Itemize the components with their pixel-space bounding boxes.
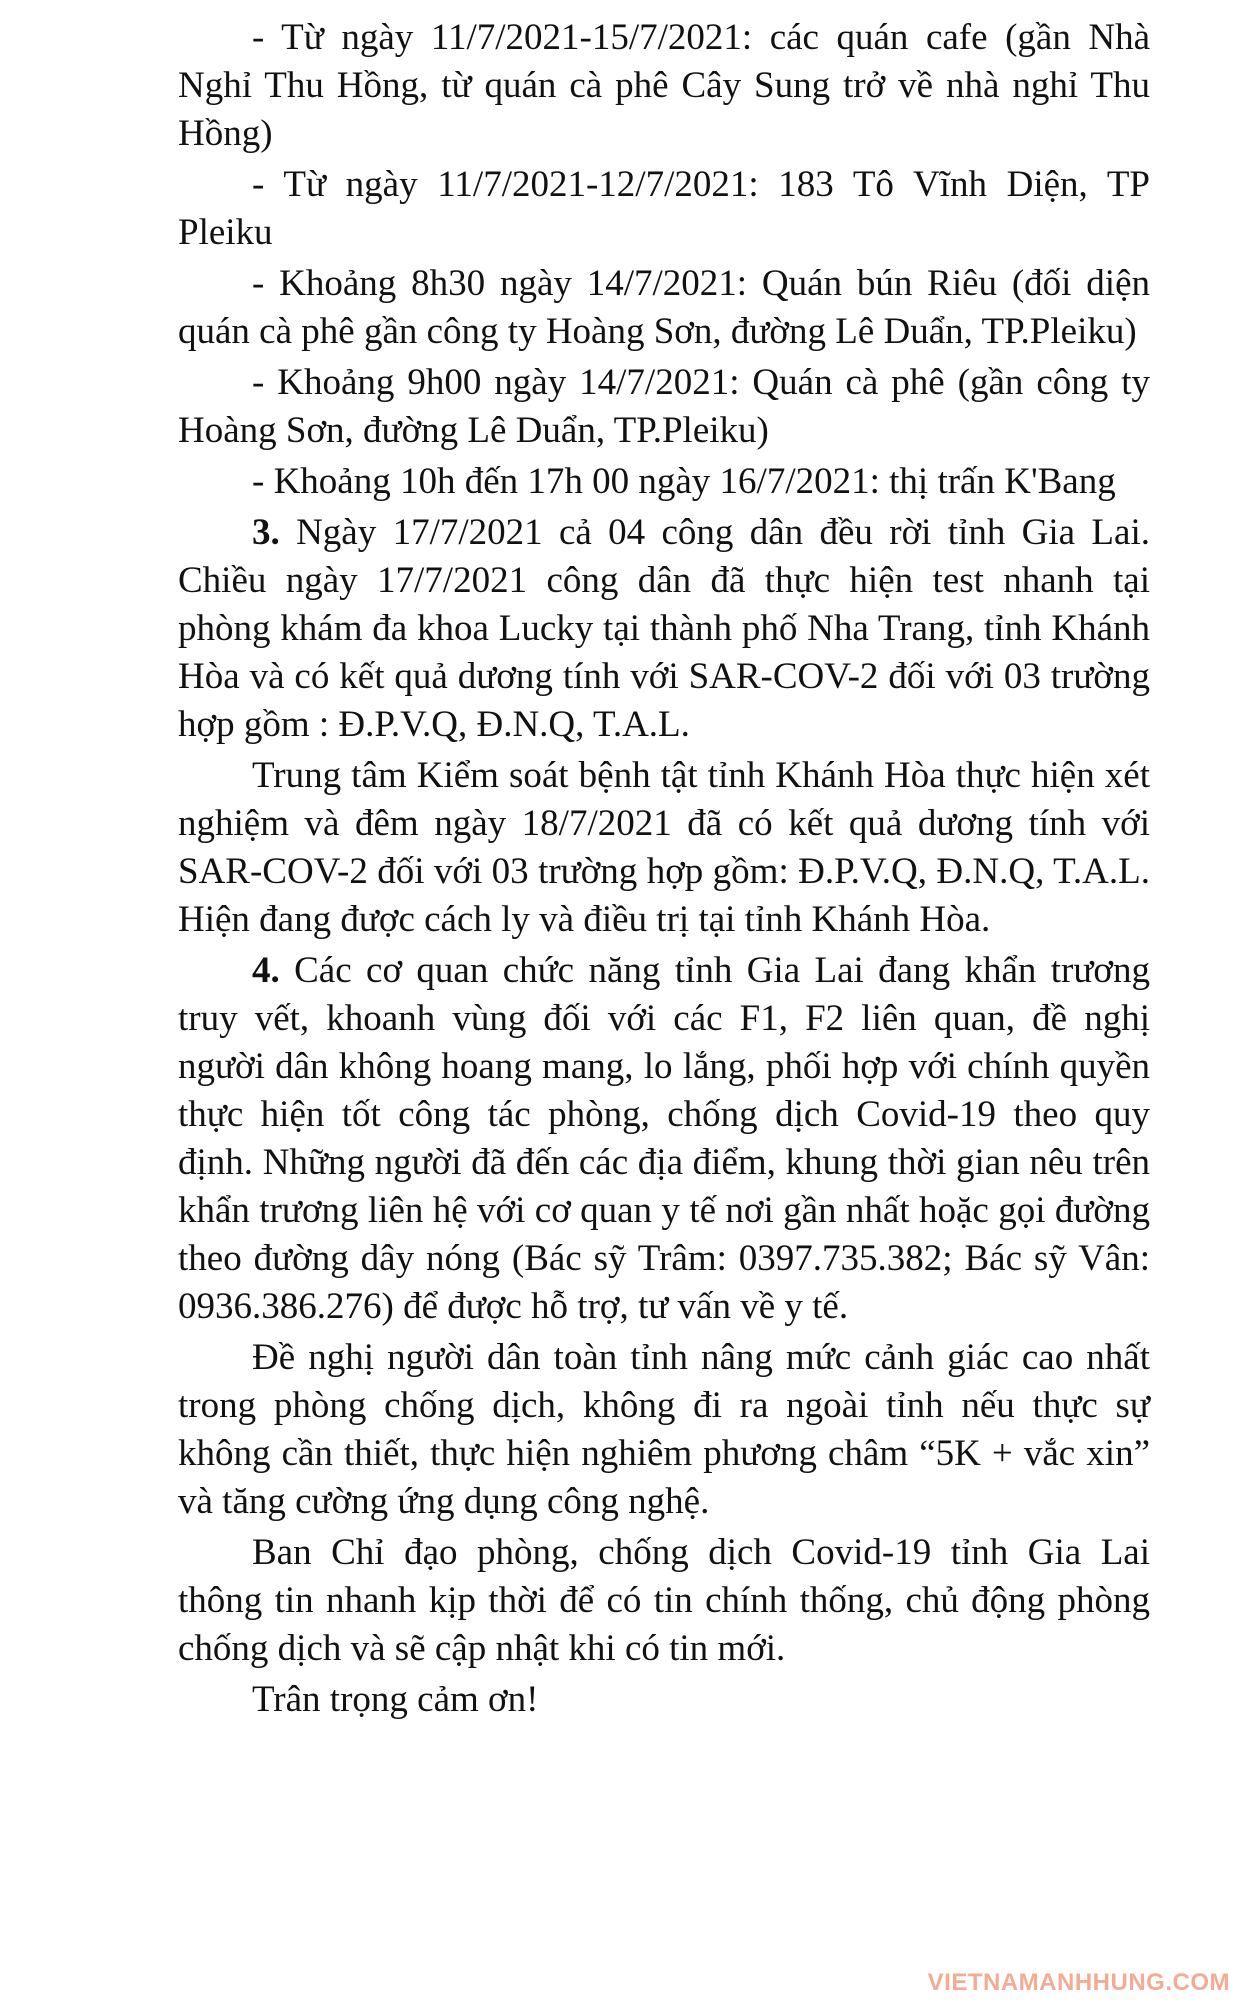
paragraph-text: Trung tâm Kiểm soát bệnh tật tỉnh Khánh Hòa thực hiện xét nghiệm và đêm ngày 18/7/2021 đã có kết quả dương tính với SAR-COV-2 đối với 03 trường hợp gồm: Đ.P.V.Q, Đ.N.Q, T.A.L. Hiện đang được cách ly và điều trị tại tỉnh Khánh Hòa. xyxy=(178,755,1150,940)
paragraph-text: Trân trọng cảm ơn! xyxy=(252,1679,539,1720)
paragraph-steering-committee xyxy=(178,1529,1150,1673)
paragraph-text: Các cơ quan chức năng tỉnh Gia Lai đang khẩn trương truy vết, khoanh vùng đối với các F1, F2 liên quan, đề nghị người dân không hoang mang, lo lắng, phối hợp với chính quyền thực hiện tốt công tác phòng, chống dịch Covid-19 theo quy định. Những người đã đến các địa điểm, khung thời gian nêu trên khẩn trương liên hệ với cơ quan y tế nơi gần nhất hoặc gọi đường theo đường dây nóng (Bác sỹ Trâm: 0397.735.382; Bác sỹ Vân: 0936.386.276) để được hỗ trợ, tư vấn về y tế. xyxy=(178,950,1150,1327)
paragraph-item-4 xyxy=(178,359,1150,455)
paragraph-item-3 xyxy=(178,260,1150,356)
paragraph-item-2 xyxy=(178,161,1150,257)
section-4-paragraph xyxy=(178,947,1150,1331)
paragraph-item-1 xyxy=(178,14,1150,158)
paragraph-khanh-hoa-testing xyxy=(178,752,1150,944)
paragraph-text: - Khoảng 9h00 ngày 14/7/2021: Quán cà phê (gần công ty Hoàng Sơn, đường Lê Duẩn, TP.Pleiku) xyxy=(178,362,1150,451)
section-number: 4. xyxy=(252,950,280,991)
paragraph-text: - Khoảng 8h30 ngày 14/7/2021: Quán bún Riêu (đối diện quán cà phê gần công ty Hoàng Sơn, đường Lê Duẩn, TP.Pleiku) xyxy=(178,263,1150,352)
section-number: 3. xyxy=(252,512,280,553)
paragraph-text: - Từ ngày 11/7/2021-12/7/2021: 183 Tô Vĩnh Diện, TP Pleiku xyxy=(178,164,1150,253)
paragraph-text: - Khoảng 10h đến 17h 00 ngày 16/7/2021: thị trấn K'Bang xyxy=(252,461,1116,502)
document-body xyxy=(178,14,1150,1727)
paragraph-text: Ban Chỉ đạo phòng, chống dịch Covid-19 tỉnh Gia Lai thông tin nhanh kịp thời để có tin chính thống, chủ động phòng chống dịch và sẽ cập nhật khi có tin mới. xyxy=(178,1532,1150,1669)
paragraph-recommendation xyxy=(178,1334,1150,1526)
paragraph-text: Đề nghị người dân toàn tỉnh nâng mức cảnh giác cao nhất trong phòng chống dịch, không đi ra ngoài tỉnh nếu thực sự không cần thiết, thực hiện nghiêm phương châm “5K + vắc xin” và tăng cường ứng dụng công nghệ. xyxy=(178,1337,1150,1522)
closing-thanks xyxy=(178,1676,1150,1724)
section-3-paragraph xyxy=(178,509,1150,749)
paragraph-text: - Từ ngày 11/7/2021-15/7/2021: các quán cafe (gần Nhà Nghỉ Thu Hồng, từ quán cà phê Cây Sung trở về nhà nghỉ Thu Hồng) xyxy=(178,17,1150,154)
paragraph-text: Ngày 17/7/2021 cả 04 công dân đều rời tỉnh Gia Lai. Chiều ngày 17/7/2021 công dân đã thực hiện test nhanh tại phòng khám đa khoa Lucky tại thành phố Nha Trang, tỉnh Khánh Hòa và có kết quả dương tính với SAR-COV-2 đối với 03 trường hợp gồm : Đ.P.V.Q, Đ.N.Q, T.A.L. xyxy=(178,512,1150,745)
watermark-logo-text: VIETNAMANHHUNG.COM xyxy=(927,1969,1230,1996)
paragraph-item-5 xyxy=(178,458,1150,506)
